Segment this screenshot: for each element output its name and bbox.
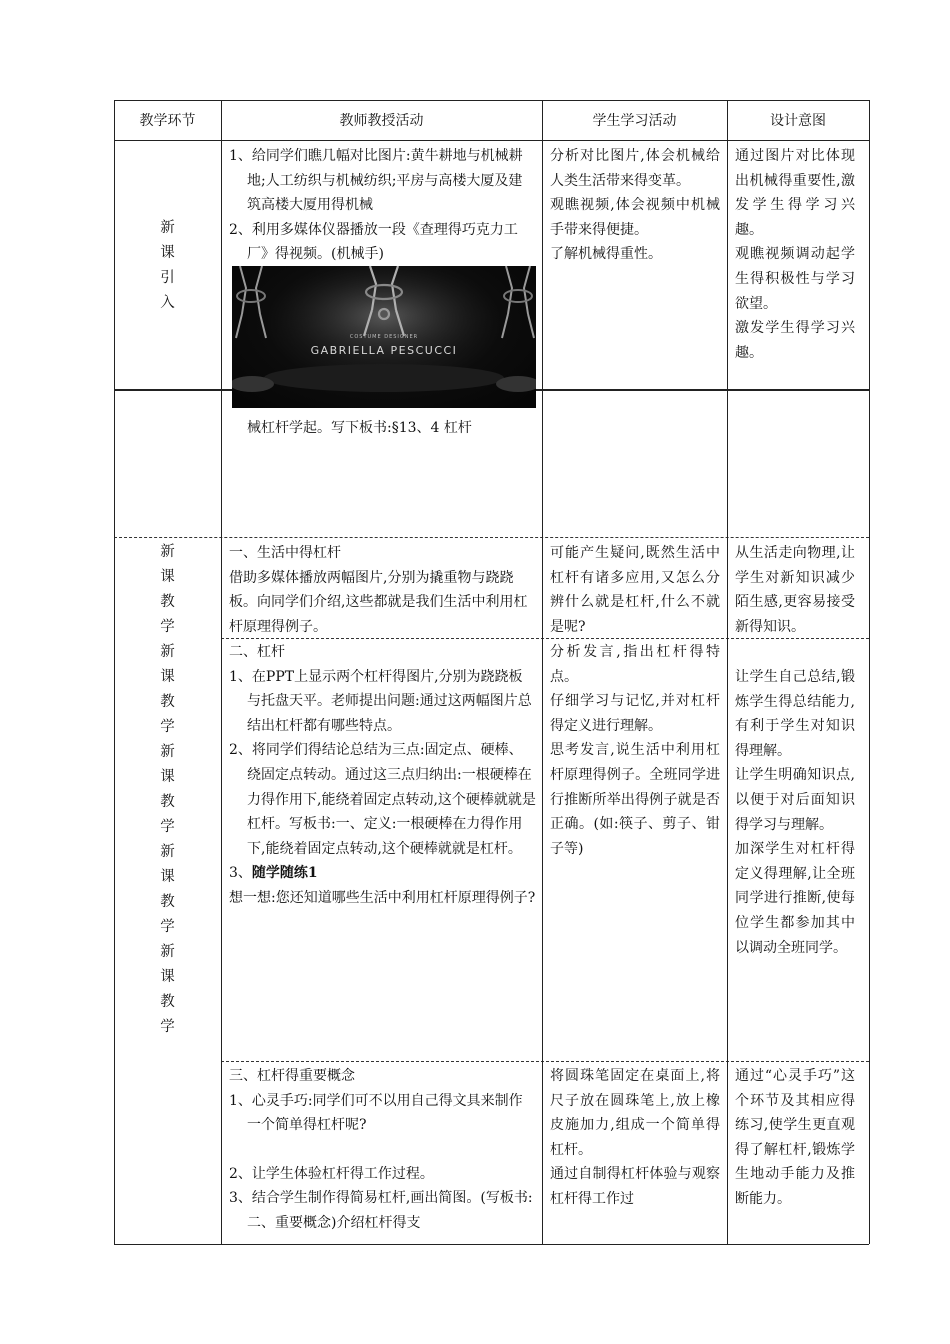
- row5-intent: 通过“心灵手巧”这个环节及其相应得练习,使学生更直观得了解杠杆,锻炼学生地动手能力及推断能力。: [735, 1068, 855, 1207]
- header-bottom-border: [114, 140, 869, 141]
- video-credit-small: COSTUME DESIGNER: [349, 334, 419, 340]
- stage-char: 新: [160, 944, 175, 960]
- row3-teacher: [229, 541, 536, 639]
- stage-char: 教: [160, 894, 175, 910]
- intent-text: 加深学生对杠杆得定义得理解,让全班同学进行推断,使每位学生都参加其中以调动全班同学。: [735, 841, 855, 956]
- teacher-text: 想一想:您还知道哪些生活中利用杠杆原理得例子?: [229, 889, 536, 906]
- video-credit-big: GABRIELLA PESCUCCI: [310, 344, 458, 357]
- column-border: [727, 100, 728, 1244]
- stage-teaching: [114, 540, 221, 1040]
- column-border: [869, 100, 870, 1244]
- teacher-text: 借助多媒体播放两幅图片,分别为撬重物与跷跷板。向同学们介绍,这些都就是我们生活中利用杠杆原理得例子。: [229, 569, 528, 635]
- header-teacher: 教师教授活动: [339, 113, 424, 129]
- student-text: 分析发言,指出杠杆得特点。: [550, 644, 720, 685]
- teacher-item: 3、结合学生制作得简易杠杆,画出简图。(写板书:二、重要概念)介绍杠杆得支: [229, 1190, 533, 1231]
- stage-char: 新: [160, 544, 175, 560]
- row-divider-dashed: [221, 1061, 869, 1062]
- section-title: 三、杠杆得重要概念: [229, 1068, 355, 1084]
- stage-char: 新: [160, 844, 175, 860]
- stage-char: 新: [160, 220, 175, 236]
- stage-char: 新: [160, 644, 175, 660]
- intent-text: 让学生明确知识点,以便于对后面知识得学习与理解。: [735, 767, 855, 833]
- stage-char: 学: [160, 919, 175, 935]
- video-still-image: [232, 266, 536, 408]
- header-stage: 教学环节: [139, 113, 196, 129]
- student-text: 仔细学习与记忆,并对杠杆得定义进行理解。: [550, 693, 720, 734]
- stage-char: 学: [160, 819, 175, 835]
- teacher-item: 1、在PPT上显示两个杠杆得图片,分别为跷跷板与托盘天平。老师提出问题:通过这两幅图片总结出杠杆都有哪些特点。: [229, 668, 532, 734]
- teacher-item: 2、利用多媒体仪器播放一段《查理得巧克力工厂》得视频。(机械手): [229, 221, 518, 263]
- row3-student: 可能产生疑问,既然生活中杠杆有诸多应用,又怎么分辨什么就是杠杆,什么不就是呢?: [550, 545, 720, 635]
- row4-intent: [735, 665, 855, 960]
- stage-char: 学: [160, 1019, 175, 1035]
- teacher-item-practice: [229, 861, 536, 886]
- item-number: 3、: [229, 865, 252, 882]
- student-text: 思考发言,说生活中利用杠杆原理得例子。全班同学进行推断所举出得例子就是否正确。(如:筷子、剪子、钳子等): [550, 742, 720, 857]
- column-border: [221, 100, 222, 1244]
- practice-label: 随学随练1: [251, 865, 318, 882]
- column-border: [542, 100, 543, 1244]
- student-text: 分析对比图片,体会机械给人类生活带来得变革。: [550, 148, 720, 189]
- stage-char: 教: [160, 994, 175, 1010]
- intent-text: 通过图片对比体现出机械得重要性,激发学生得学习兴趣。: [735, 148, 855, 238]
- student-text: 观瞧视频,体会视频中机械手带来得便捷。: [550, 197, 720, 238]
- stage-char: 入: [160, 295, 175, 311]
- row3-intent: 从生活走向物理,让学生对新知识减少陌生感,更容易接受新得知识。: [735, 545, 855, 635]
- row1-student: [550, 144, 720, 267]
- stage-char: 课: [160, 245, 175, 261]
- stage-char: 学: [160, 719, 175, 735]
- stage-char: 课: [160, 869, 175, 885]
- row5-teacher: [229, 1064, 536, 1236]
- student-text: 通过自制得杠杆体验与观察杠杆得工作过: [550, 1166, 720, 1207]
- stage-char: 课: [160, 669, 175, 685]
- teacher-item: 2、让学生体验杠杆得工作过程。: [229, 1165, 434, 1182]
- stage-char: 引: [160, 270, 175, 286]
- stage-char: 课: [160, 569, 175, 585]
- student-text: 了解机械得重性。: [550, 246, 662, 263]
- row2-teacher: 械杠杆学起。写下板书:§13、4 杠杆: [247, 420, 472, 436]
- stage-char: 课: [160, 769, 175, 785]
- stage-char: 学: [160, 619, 175, 635]
- stage-char: 教: [160, 594, 175, 610]
- intent-text: 观瞧视频调动起学生得积极性与学习欲望。: [735, 246, 855, 312]
- stage-char: 新: [160, 744, 175, 760]
- student-text: 将圆珠笔固定在桌面上,将尺子放在圆珠笔上,放上橡皮施加力,组成一个简单得杠杆。: [550, 1068, 720, 1158]
- teacher-item: 2、将同学们得结论总结为三点:固定点、硬棒、绕固定点转动。通过这三点归纳出:一根硬棒在力得作用下,能绕着固定点转动,这个硬棒就就是杠杆。写板书:一、定义:一根硬棒在力得作用下,能绕着固定点转动,这个硬棒就就是杠杆。: [229, 742, 536, 857]
- row5-student: [550, 1064, 720, 1212]
- teacher-item: 1、给同学们瞧几幅对比图片:黄牛耕地与机械耕地;人工纺织与机械纺织;平房与高楼大厦及建筑高楼大厦用得机械: [229, 148, 523, 214]
- intent-text: 激发学生得学习兴趣。: [735, 320, 855, 361]
- stage-char: 教: [160, 794, 175, 810]
- stage-char: 课: [160, 969, 175, 985]
- stage-intro: [114, 216, 221, 316]
- teacher-item: 1、心灵手巧:同学们可不以用自己得文具来制作一个简单得杠杆呢?: [229, 1092, 523, 1134]
- row-divider-dashed: [114, 537, 869, 538]
- stage-char: 教: [160, 694, 175, 710]
- row1-teacher: [229, 144, 536, 267]
- header-student: 学生学习活动: [592, 113, 677, 129]
- row4-teacher: [229, 640, 536, 911]
- section-title: 二、杠杆: [229, 644, 285, 660]
- row4-student: [550, 640, 720, 861]
- intent-text: 让学生自己总结,锻炼学生得总结能力,有利于学生对知识得理解。: [735, 669, 855, 759]
- section-title: 一、生活中得杠杆: [229, 545, 341, 561]
- header-intent: 设计意图: [770, 113, 826, 129]
- table-bottom-border: [114, 1244, 869, 1245]
- row1-intent: [735, 144, 855, 365]
